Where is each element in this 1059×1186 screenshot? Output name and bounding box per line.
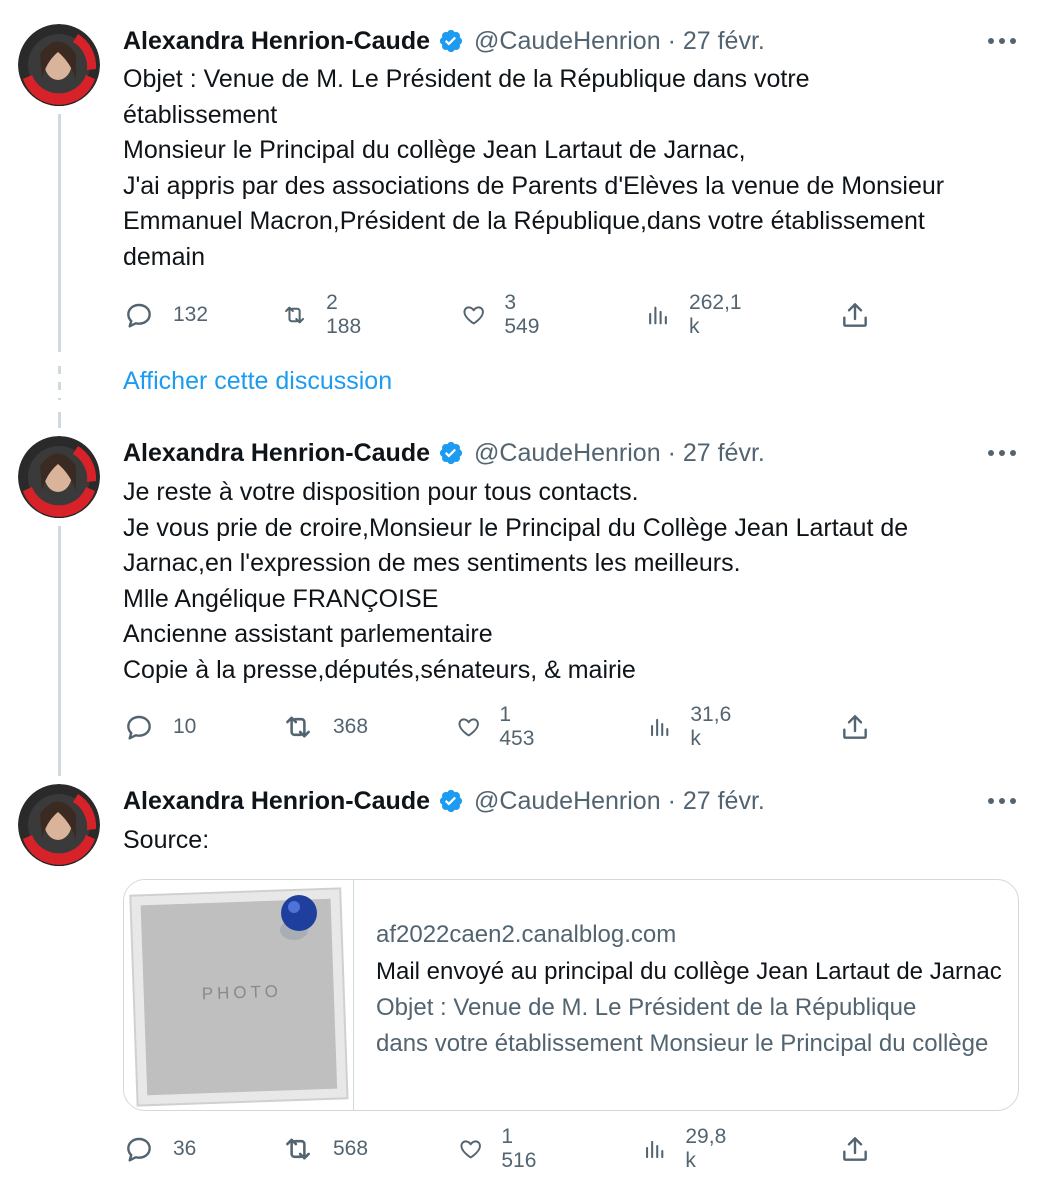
tweet-text-line: Copie à la presse,députés,sénateurs, & mairie [123, 655, 636, 684]
reply-button[interactable] [123, 707, 196, 747]
tweet-text-line: Emmanuel Macron,Président de la République,dans votre établissement [123, 207, 925, 235]
like-count: 1 516 [501, 1125, 537, 1172]
views-button[interactable] [643, 1125, 732, 1172]
thumbnail-label: PHOTO [201, 981, 283, 1004]
tweet-text-line: demain [123, 242, 205, 271]
views-button[interactable] [646, 291, 747, 338]
heart-icon [456, 711, 481, 743]
retweet-icon [281, 710, 315, 744]
reply-button[interactable] [123, 295, 208, 335]
retweet-button[interactable] [281, 707, 368, 747]
views-button[interactable] [648, 703, 737, 750]
more-options-icon[interactable] [985, 784, 1019, 818]
card-thumbnail [124, 880, 354, 1110]
share-icon [839, 1133, 871, 1165]
show-thread-link[interactable]: Afficher cette discussion [123, 367, 393, 395]
card-description-line: dans votre établissement Monsieur le Principal du collège [376, 1030, 989, 1057]
tweet-date[interactable]: 27 févr. [682, 786, 765, 815]
reply-count: 36 [173, 1137, 197, 1160]
tweet-header [123, 24, 765, 58]
like-count: 1 453 [499, 703, 535, 750]
avatar[interactable] [18, 24, 100, 106]
like-count: 3 549 [504, 291, 540, 338]
like-button[interactable] [456, 703, 541, 750]
verified-badge-icon [438, 440, 464, 466]
tweet-text-line: Jarnac,en l'expression de mes sentiments les meilleurs. [123, 549, 741, 577]
card-description [376, 990, 1006, 1062]
share-icon [839, 711, 871, 743]
share-icon [839, 299, 871, 331]
views-count: 31,6 k [690, 703, 732, 750]
tweet-date[interactable]: 27 févr. [682, 438, 765, 467]
card-domain: af2022caen2.canalblog.com [376, 921, 677, 948]
share-button[interactable] [839, 1129, 871, 1169]
tweet-text [123, 475, 1023, 688]
verified-badge-icon [438, 28, 464, 54]
more-options-icon[interactable] [985, 24, 1019, 58]
tweet-text-line: Monsieur le Principal du collège Jean Lartaut de Jarnac, [123, 136, 746, 164]
retweet-count: 368 [333, 715, 369, 738]
tweet-text-line: Ancienne assistant parlementaire [123, 620, 493, 648]
like-button[interactable] [461, 291, 546, 338]
card-text [376, 916, 1006, 1062]
reply-count: 132 [173, 303, 209, 326]
retweet-button[interactable] [281, 1129, 368, 1169]
retweet-count: 568 [333, 1137, 369, 1160]
tweet[interactable] [0, 0, 1059, 360]
card-title: Mail envoyé au principal du collège Jean Lartaut de Jarnac [376, 958, 1002, 985]
verified-badge-icon [438, 788, 464, 814]
tweet-text-line: Objet : Venue de M. Le Président de la République dans votre [123, 65, 810, 93]
reply-icon [123, 1133, 155, 1165]
author-handle[interactable]: @CaudeHenrion [474, 786, 661, 815]
author-name[interactable]: Alexandra Henrion-Caude [123, 26, 431, 55]
link-preview-card[interactable] [123, 879, 1019, 1111]
reply-button[interactable] [123, 1129, 196, 1169]
heart-icon [458, 1133, 483, 1165]
author-name[interactable]: Alexandra Henrion-Caude [123, 786, 431, 815]
more-options-icon[interactable] [985, 436, 1019, 470]
reply-icon [123, 711, 155, 743]
author-handle[interactable]: @CaudeHenrion [474, 438, 661, 467]
retweet-count: 2 188 [326, 291, 362, 338]
views-chart-icon [648, 712, 672, 742]
author-handle[interactable]: @CaudeHenrion [474, 26, 661, 55]
tweet-text-line: Je vous prie de croire,Monsieur le Principal du Collège Jean Lartaut de [123, 513, 909, 542]
like-button[interactable] [458, 1125, 543, 1172]
card-description-line: Objet : Venue de M. Le Président de la République [376, 994, 917, 1021]
tweet-header [123, 436, 765, 470]
views-chart-icon [646, 300, 671, 330]
reply-count: 10 [173, 715, 197, 738]
share-button[interactable] [839, 707, 871, 747]
tweet[interactable] [0, 412, 1059, 772]
retweet-icon [281, 1132, 315, 1166]
tweet-text [123, 823, 1023, 859]
tweet-text-line: Source: [123, 826, 210, 854]
tweet-text-line: Je reste à votre disposition pour tous contacts. [123, 478, 639, 506]
retweet-icon [281, 298, 308, 332]
separator-dot: · [660, 786, 683, 815]
separator-dot: · [660, 26, 683, 55]
heart-icon [461, 299, 486, 331]
author-name[interactable]: Alexandra Henrion-Caude [123, 438, 431, 467]
avatar[interactable] [18, 436, 100, 518]
reply-icon [123, 299, 155, 331]
retweet-button[interactable] [281, 291, 368, 338]
views-count: 29,8 k [685, 1125, 727, 1172]
views-chart-icon [643, 1134, 667, 1164]
views-count: 262,1 k [689, 291, 742, 338]
tweet-text [123, 62, 1023, 275]
separator-dot: · [660, 438, 683, 467]
share-button[interactable] [839, 295, 871, 335]
tweet-text-line: établissement [123, 100, 278, 129]
thread-dotted-connector [58, 366, 61, 400]
avatar[interactable] [18, 784, 100, 866]
tweet-text-line: J'ai appris par des associations de Parents d'Elèves la venue de Monsieur [123, 171, 945, 200]
tweet-date[interactable]: 27 févr. [682, 26, 765, 55]
tweet-text-line: Mlle Angélique FRANÇOISE [123, 584, 439, 613]
tweet-header [123, 784, 765, 818]
